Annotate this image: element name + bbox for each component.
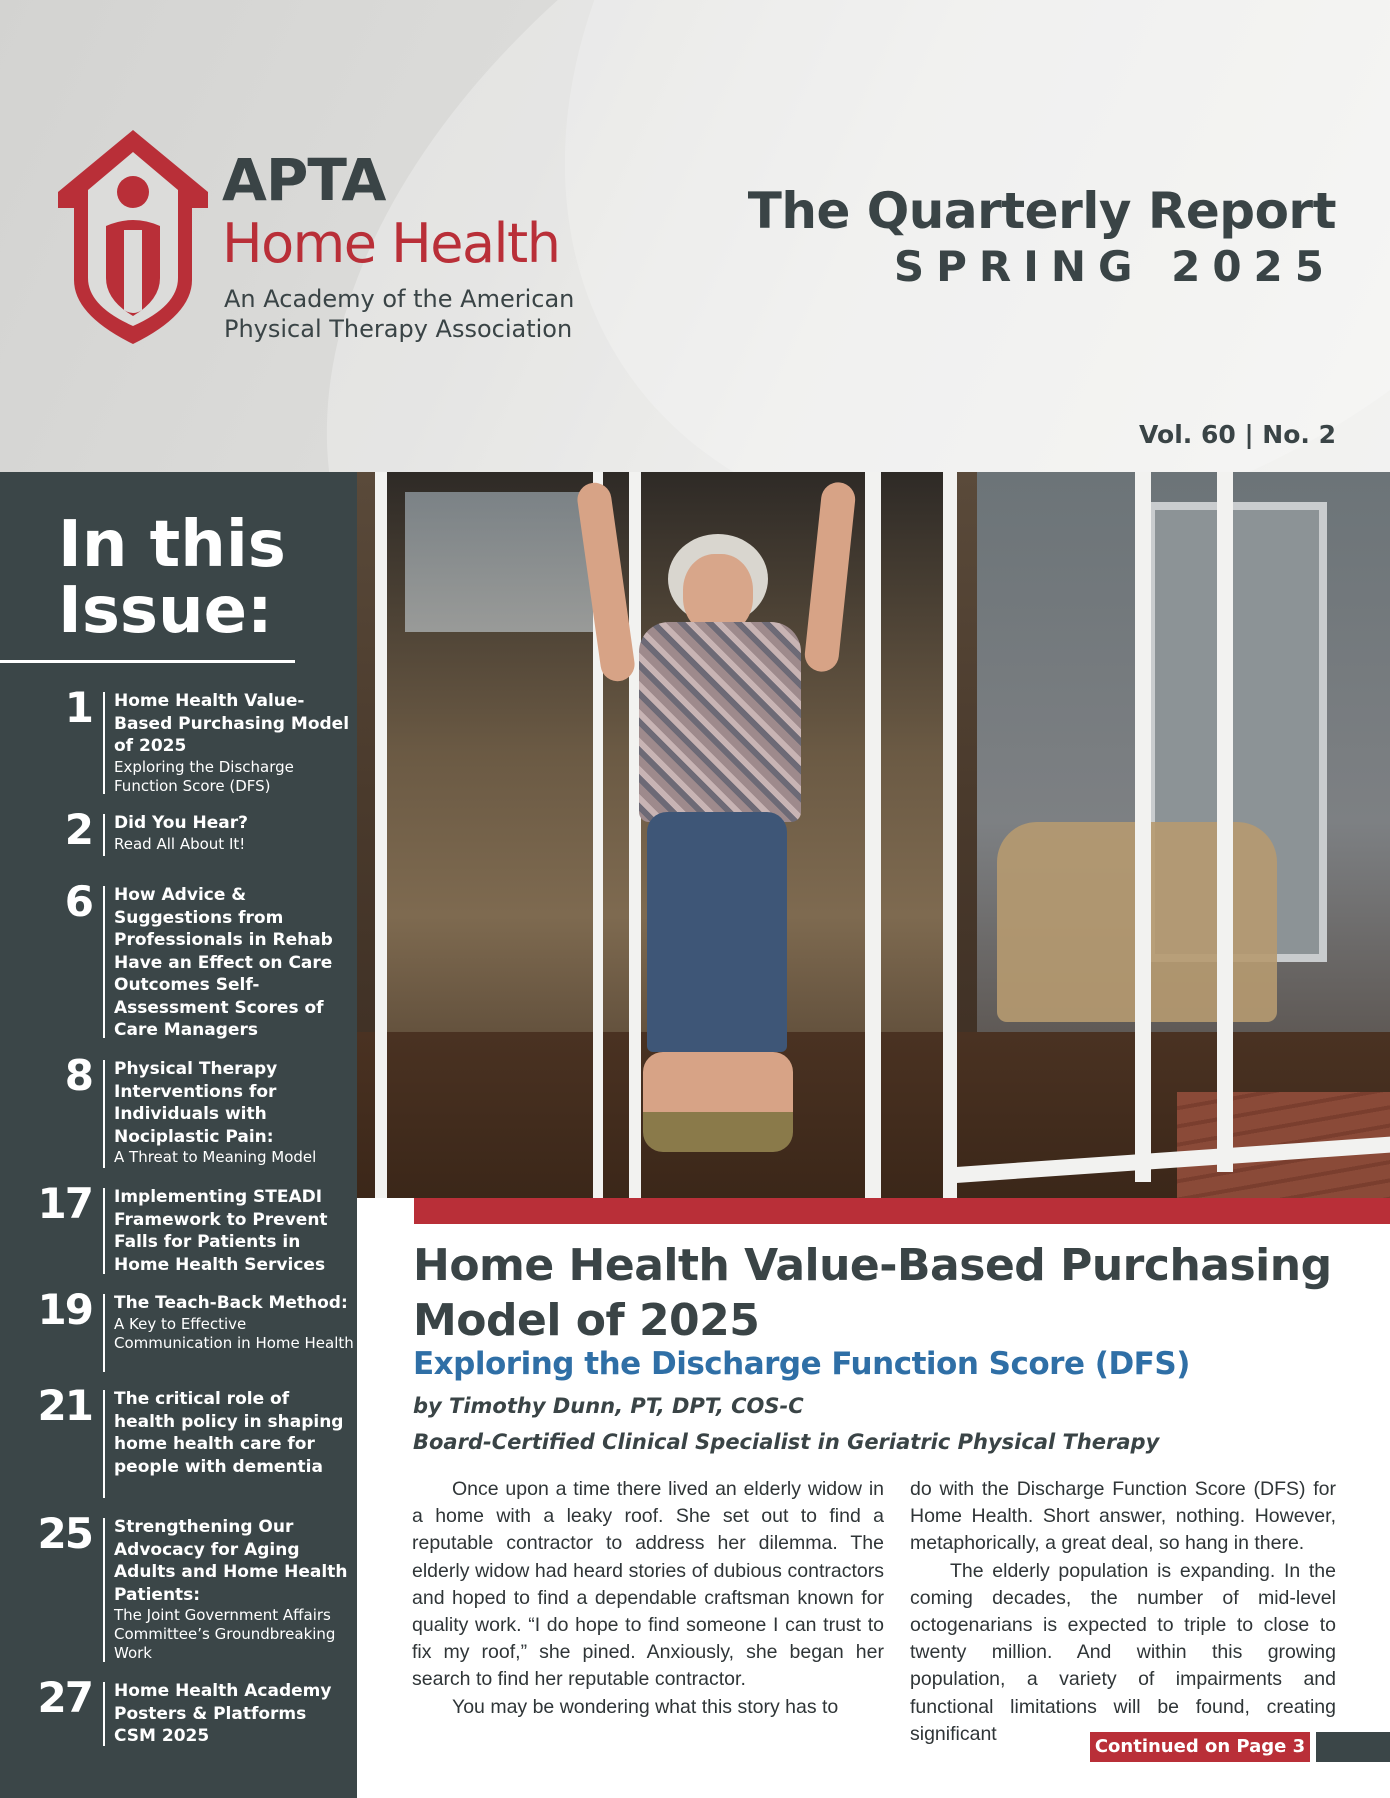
volume-number: Vol. 60 | No. 2 — [1139, 420, 1336, 449]
toc-page-number: 17 — [37, 1179, 92, 1228]
toc-text — [114, 812, 354, 854]
toc-bar — [103, 1188, 105, 1274]
toc-page-number: 1 — [64, 683, 92, 732]
toc-text — [114, 690, 354, 796]
photo-subject-jeans — [647, 812, 787, 1052]
article-title: Home Health Value-Based Purchasing Model of 2025 — [413, 1240, 1332, 1346]
brand-tagline-line2: Physical Therapy Association — [224, 315, 573, 343]
toc-subtitle: Exploring the Discharge Function Score (DFS) — [114, 757, 294, 795]
article-subtitle: Exploring the Discharge Function Score (DFS) — [413, 1346, 1190, 1382]
article-column-1 — [412, 1476, 884, 1721]
toc-heading-line1: In this — [58, 508, 286, 582]
toc-bar — [103, 1390, 105, 1498]
article-paragraph: do with the Discharge Function Score (DFS) for Home Health. Short answer, nothing. However, metaphorically, a great deal, so hang in there. — [910, 1478, 1336, 1555]
toc-text — [114, 1292, 354, 1353]
article-paragraph: You may be wondering what this story has to — [452, 1695, 839, 1718]
brand-tagline-line1: An Academy of the American — [224, 285, 575, 313]
toc-title: The critical role of health policy in shaping home health care for people with dementia — [114, 1389, 344, 1477]
toc-divider — [0, 660, 295, 663]
toc-subtitle: The Joint Government Affairs Committee’s Groundbreaking Work — [114, 1606, 336, 1662]
apta-home-health-logo-icon — [58, 130, 208, 344]
report-season: SPRING 2025 — [893, 242, 1336, 291]
report-title: The Quarterly Report — [747, 182, 1336, 240]
toc-page-number: 2 — [64, 805, 92, 854]
article-paragraph: Once upon a time there lived an elderly widow in a home with a leaky roof. She set out to find a reputable contractor to address her dilemma. The elderly widow had heard stories of dubious contractors and hoped to find a dependable craftsman known for quality work. “I do hope to find someone I can trust to fix my roof,” she pined. Anxiously, she began her search to find her reputable contractor. — [412, 1478, 884, 1691]
brand-product — [222, 212, 559, 275]
toc-bar — [103, 1682, 105, 1746]
toc-title: Implementing STEADI Framework to Prevent Falls for Patients in Home Health Services — [114, 1187, 328, 1275]
toc-title: Home Health Value-Based Purchasing Model of 2025 — [114, 691, 350, 756]
photo-window — [405, 492, 605, 632]
table-of-contents — [0, 472, 357, 1798]
article-byline: by Timothy Dunn, PT, DPT, COS-C — [413, 1394, 804, 1418]
toc-bar — [103, 1518, 105, 1662]
toc-bar — [103, 692, 105, 794]
continued-link[interactable]: Continued on Page 3 — [1090, 1732, 1310, 1762]
door-frame — [1217, 472, 1233, 1172]
toc-heading — [58, 508, 286, 648]
door-frame — [375, 472, 387, 1198]
article-credential: Board-Certified Clinical Specialist in Geriatric Physical Therapy — [413, 1430, 1160, 1454]
toc-text — [114, 1058, 354, 1167]
masthead — [0, 0, 1390, 472]
photo-subject-feet — [643, 1052, 793, 1152]
toc-text — [114, 1186, 354, 1276]
toc-page-number: 19 — [37, 1285, 92, 1334]
brand-name: APTA — [222, 146, 386, 214]
toc-page-number: 27 — [37, 1673, 92, 1722]
toc-title: Strengthening Our Advocacy for Aging Adults and Home Health Patients: — [114, 1517, 348, 1605]
toc-subtitle: A Key to Effective Communication in Home Health — [114, 1314, 354, 1352]
toc-title: The Teach-Back Method: — [114, 1293, 348, 1313]
article-column-2 — [910, 1476, 1336, 1748]
photo-subject-shirt — [639, 622, 801, 822]
toc-text — [114, 884, 354, 1042]
continued-accent — [1316, 1732, 1390, 1762]
toc-text — [114, 1516, 354, 1663]
toc-bar — [103, 1294, 105, 1372]
toc-subtitle: A Threat to Meaning Model — [114, 1148, 317, 1166]
cover-photo — [357, 472, 1390, 1198]
toc-text — [114, 1388, 354, 1478]
door-frame — [1135, 472, 1151, 1182]
toc-title: How Advice & Suggestions from Professionals in Rehab Have an Effect on Care Outcomes Self-Assessment Scores of Care Managers — [114, 885, 333, 1040]
door-frame — [629, 472, 641, 1198]
toc-page-number: 25 — [37, 1509, 92, 1558]
toc-title: Physical Therapy Interventions for Individuals with Nociplastic Pain: — [114, 1059, 278, 1147]
toc-title: Did You Hear? — [114, 813, 248, 833]
toc-bar — [103, 1060, 105, 1168]
toc-subtitle: Read All About It! — [114, 834, 246, 853]
toc-page-number: 6 — [64, 877, 92, 926]
toc-page-number: 8 — [64, 1051, 92, 1100]
toc-bar — [103, 886, 105, 1038]
article-paragraph: The elderly population is expanding. In the coming decades, the number of mid-level octogenarians is expected to triple to close to twenty million. And within this growing population, a variety of impairments and functional limitations will be found, creating significant — [910, 1559, 1336, 1745]
article-accent-bar — [414, 1198, 1390, 1224]
toc-heading-line2: Issue: — [58, 574, 273, 648]
toc-title: Home Health Academy Posters & Platforms CSM 2025 — [114, 1681, 332, 1746]
toc-text — [114, 1680, 354, 1748]
brand-tagline — [224, 284, 644, 344]
door-frame — [865, 472, 881, 1198]
toc-page-number: 21 — [37, 1381, 92, 1430]
brand-product-text: Home Health — [222, 212, 560, 275]
toc-bar — [103, 814, 105, 856]
door-frame — [943, 472, 957, 1198]
